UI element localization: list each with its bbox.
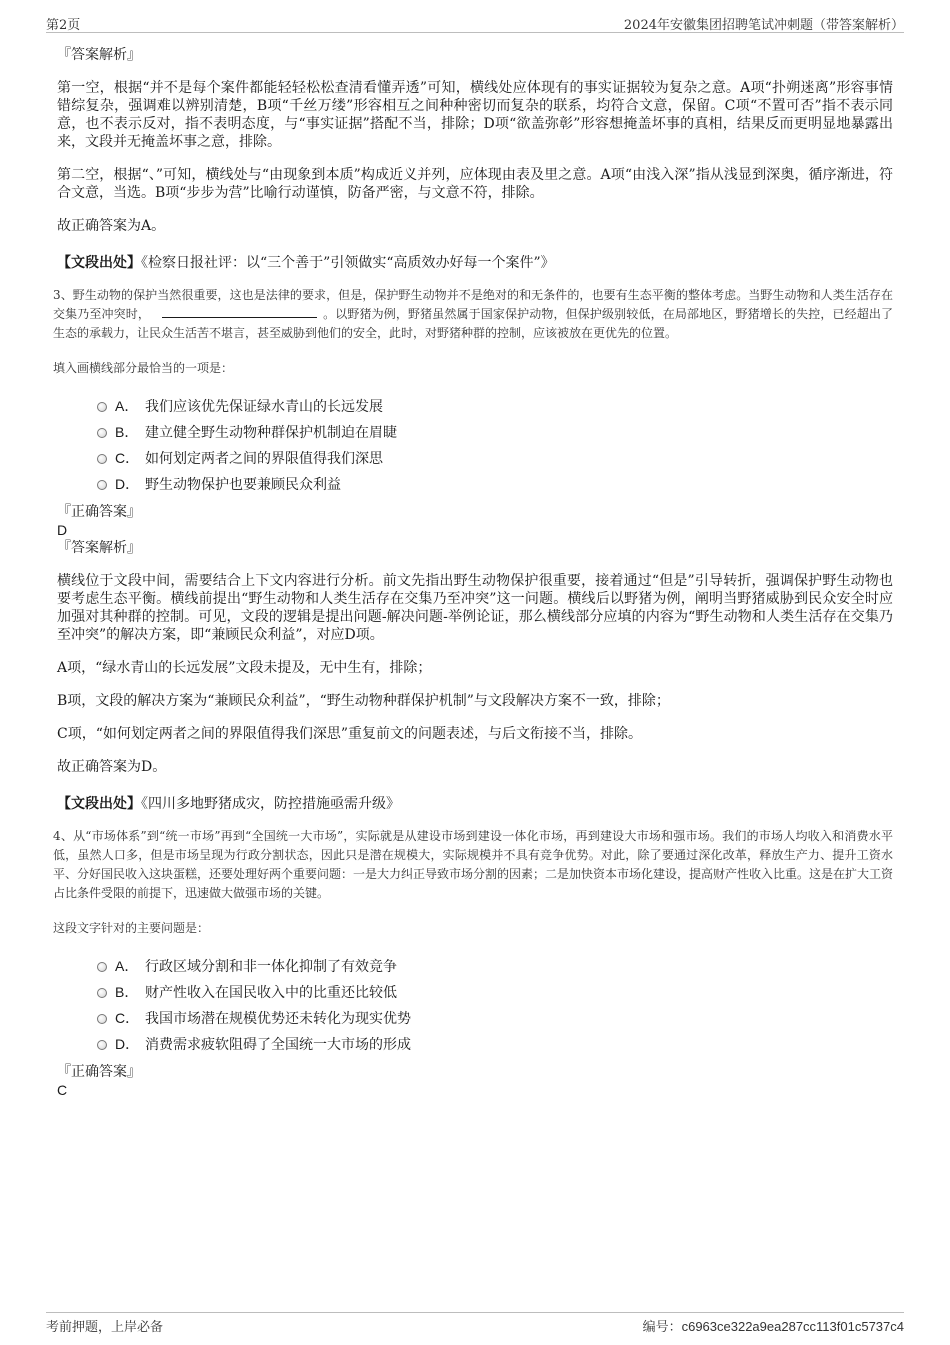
q4-options	[57, 953, 893, 1057]
q3-stem-before: 3、野生动物的保护当然很重要，这也是法律的要求，但是，保护野生动物并不是绝对的和无条件的，也要有生态平衡的整体考虑。当野生动物和人类生活存在交集乃至冲突时，	[53, 288, 893, 321]
radio-icon[interactable]	[97, 1040, 107, 1050]
q3-source-label: 【文段出处】	[57, 796, 141, 812]
q4-option-d[interactable]: D． 消费需求疲软阻碍了全国统一大市场的形成	[57, 1031, 893, 1057]
radio-icon[interactable]	[97, 402, 107, 412]
q3-answer: D	[57, 522, 68, 538]
q3-stem	[53, 286, 893, 343]
q3-option-a[interactable]: A． 我们应该优先保证绿水青山的长远发展	[57, 393, 893, 419]
page-number: 第2页	[46, 18, 81, 33]
q3-options	[57, 393, 893, 497]
q3-analysis-para1: 横线位于文段中间，需要结合上下文内容进行分析。前文先指出野生动物保护很重要，接着通过“但是”引导转折，强调保护野生动物也要考虑生态平衡。横线前提出“野生动物和人类生活存在交集乃至冲突”这一问题。横线后以野猪为例，阐明当野猪威胁到民众安全时应加强对其种群的控制。可见，文段的逻辑是提出问题-解决问题-举例论证，那么横线部分应填的内容为“野生动物和人类生活存在交集乃至冲突”的解决方案，即“兼顾民众利益”，对应D项。	[57, 573, 893, 643]
q4-option-a[interactable]: A． 行政区域分割和非一体化抑制了有效竞争	[57, 953, 893, 979]
q3-answer-title: 『正确答案』	[57, 504, 141, 520]
q4-option-b[interactable]: B． 财产性收入在国民收入中的比重还比较低	[57, 979, 893, 1005]
q2-analysis-para1: 第一空，根据“并不是每个案件都能轻轻松松查清看懂弄透”可知，横线处应体现有的事实证据较为复杂之意。A项“扑朔迷离”形容事情错综复杂，强调难以辨别清楚，B项“千丝万缕”形容相互之间种种密切而复杂的联系，均符合文意，保留。C项“不置可否”指不表示同意，也不表示反对，指不表明态度，与“事实证据”搭配不当，排除；D项“欲盖弥彰”形容想掩盖坏事的真相，结果反而更明显地暴露出来，文段并无掩盖坏事之意，排除。	[57, 80, 893, 150]
q3-option-d[interactable]: D． 野生动物保护也要兼顾民众利益	[57, 471, 893, 497]
radio-icon[interactable]	[97, 428, 107, 438]
document-title: 2024年安徽集团招聘笔试冲刺题（带答案解析）	[623, 18, 904, 33]
q4-answer-title: 『正确答案』	[57, 1064, 141, 1080]
radio-icon[interactable]	[97, 454, 107, 464]
footer-slogan: 考前押题，上岸必备	[46, 1320, 164, 1335]
page-content	[53, 46, 894, 1099]
q3-analysis-c: C项，“如何划定两者之间的界限值得我们深思”重复前文的问题表述，与后文衔接不当，排除。	[57, 726, 643, 742]
q3-analysis-title: 『答案解析』	[57, 540, 141, 556]
q3-analysis-a: A项，“绿水青山的长远发展”文段未提及，无中生有，排除；	[57, 660, 432, 676]
q4-answer: C	[57, 1082, 68, 1098]
q3-source	[57, 795, 893, 813]
q3-option-c[interactable]: C． 如何划定两者之间的界限值得我们深思	[57, 445, 893, 471]
radio-icon[interactable]	[97, 988, 107, 998]
q3-stem-after: 。以野猪为例，野猪虽然属于国家保护动物，但保护级别较低，在局部地区，野猪增长的失控，已经超出了生态的承载力，让民众生活苦不堪言，甚至威胁到他们的安全，此时，对野猪种群的控制，应该被放在更优先的位置。	[53, 307, 893, 340]
radio-icon[interactable]	[97, 480, 107, 490]
q2-analysis-para2: 第二空，根据“、”可知，横线处与“由现象到本质”构成近义并列，应体现由表及里之意。A项“由浅入深”指从浅显到深奥，循序渐进，符合文意，当选。B项“步步为营”比喻行动谨慎，防备严密，与文意不符，排除。	[57, 167, 893, 201]
q4-prompt: 这段文字针对的主要问题是：	[53, 921, 210, 935]
radio-icon[interactable]	[97, 962, 107, 972]
q3-option-b[interactable]: B． 建立健全野生动物种群保护机制迫在眉睫	[57, 419, 893, 445]
q2-source-label: 【文段出处】	[57, 255, 141, 271]
q2-source-text: 《检察日报社评：以“三个善于”引领做实“高质效办好每一个案件”》	[141, 255, 555, 271]
q3-source-text: 《四川多地野猪成灾，防控措施亟需升级》	[141, 796, 400, 812]
radio-icon[interactable]	[97, 1014, 107, 1024]
q2-source	[57, 254, 893, 272]
q3-analysis-b: B项，文段的解决方案为“兼顾民众利益”，“野生动物种群保护机制”与文段解决方案不一致，排除；	[57, 693, 670, 709]
page-footer	[46, 1312, 904, 1333]
q3-blank-line	[162, 305, 317, 318]
q3-conclusion: 故正确答案为D。	[57, 759, 167, 775]
q4-stem: 4、从“市场体系”到“统一市场”再到“全国统一大市场”，实际就是从建设市场到建设一体化市场，再到建设大市场和强市场。我们的市场人均收入和消费水平低，虽然人口多，但是市场呈现为行政分割状态，因此只是潜在规模大，实际规模并不具有竞争优势。对此，除了要通过深化改革，释放生产力、提升工资水平、分好国民收入这块蛋糕，还要处理好两个重要问题：一是大力纠正导致市场分割的因素；二是加快资本市场化建设，提高财产性收入比重。这是在扩大工资占比条件受限的前提下，迅速做大做强市场的关键。	[53, 829, 894, 900]
document-code: 编号：c6963ce322a9ea287cc113f01c5737c4	[642, 1319, 904, 1334]
q2-analysis-title: 『答案解析』	[57, 47, 141, 63]
page-header	[46, 14, 904, 33]
q4-option-c[interactable]: C． 我国市场潜在规模优势还未转化为现实优势	[57, 1005, 893, 1031]
q3-prompt: 填入画横线部分最恰当的一项是：	[53, 361, 234, 375]
q2-conclusion: 故正确答案为A。	[57, 218, 166, 234]
